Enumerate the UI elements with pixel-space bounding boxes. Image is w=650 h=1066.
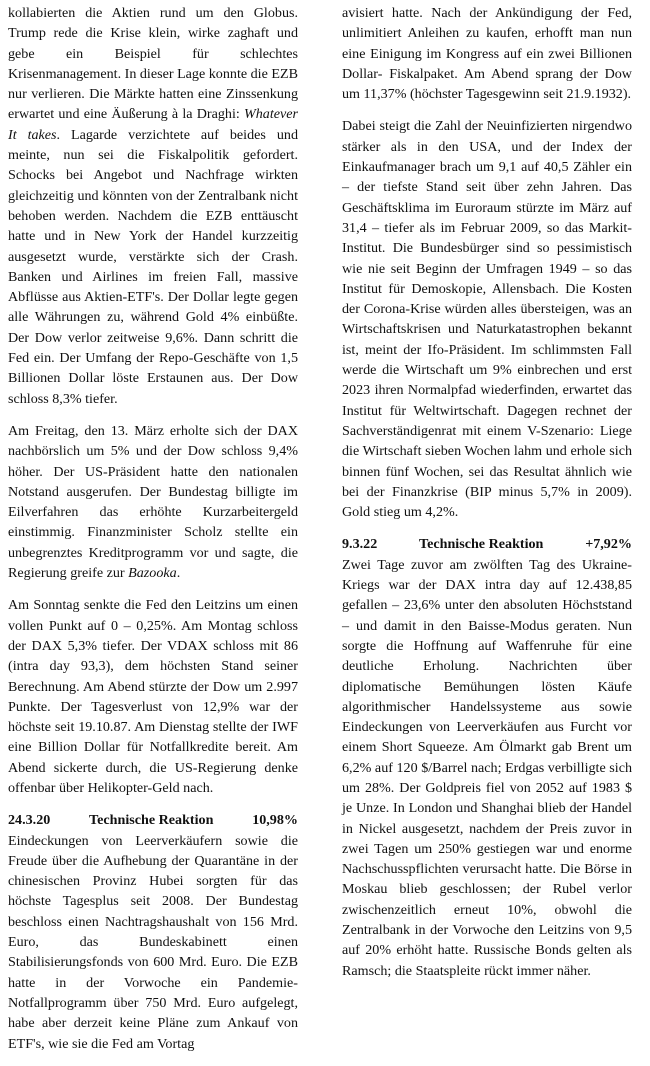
right-column [342,3,632,993]
left-column [8,3,298,1066]
paragraph-text: kollabierten die Aktien rund um den Globus. Trump rede die Krise klein, wirke zaghaft und gebe ein Beispiel für schlechtes Krisenmanagement. In dieser Lage konnte die EZB nur verlieren. Die Märkte hatten eine Zinssenkung erwartet und eine Äußerung à la Draghi: [8,5,298,123]
paragraph: avisiert hatte. Nach der Ankündigung der Fed, unlimitiert Anleihen zu kaufen, erhofft man nun eine Einigung im Kongress auf ein zwei Billionen Dollar- Fiskalpaket. Am Abend sprang der Dow um 11,37% (höchster Tagesgewinn seit 21.9.1932). [342,5,632,103]
section-title: Technische Reaktion [419,536,544,553]
section-date: 24.3.20 [8,812,51,829]
paragraph-text: . [176,565,181,582]
paragraph [8,421,298,583]
section-change: 10,98% [252,812,298,829]
paragraph [8,3,298,409]
paragraph: Am Sonntag senkte die Fed den Leitzins um einen vollen Punkt auf 0 – 0,25%. Am Montag schloss der DAX 5,3% tiefer. Der VDAX schloss mit 86 (intra day 93,3), dem höchsten Stand seiner Berechnung. Am Abend stürzte der Dow um 2.997 Punkte. Der Tagesverlust von 12,9% war der höchste seit 19.10.87. Am Dienstag stellte der IWF eine Billion Dollar für Notfallkredite bereit. Am Abend sickerte durch, die US-Regierung denke offenbar über Helikopter-Geld nach. [8,597,298,796]
section-heading [342,534,632,554]
section-date: 9.3.22 [342,536,378,553]
section-title: Technische Reaktion [89,812,214,829]
section-change: +7,92% [585,536,632,553]
paragraph-text: Am Freitag, den 13. März erholte sich der DAX nachbörslich um 5% und der Dow schloss 9,4% höher. Der US-Präsident hatte den nationalen Notstand ausgerufen. Der Bundestag billigte im Eilverfahren das erhöhte Kurzarbeitergeld einstimmig. Finanzminister Scholz stellte ein unbegrenztes Kreditprogramm vor und sagte, die Regierung greife zur [8,422,298,582]
paragraph: Dabei steigt die Zahl der Neuinfizierten nirgendwo stärker als in den USA, und der Index der Einkaufmanager brach um 9,1 auf 40,5 Zähler ein – der tiefste Stand seit über zehn Jahren. Das Geschäftsklima im Euroraum stürzte im März auf 31,4 – tiefer als im Februar 2009, so das Markit-Institut. Die Bundesbürger sind so pessimistisch wie nie seit Beginn der Umfragen 1949 – so das Institut für Demoskopie, Allensbach. Die Kosten der Corona-Krise würden alles übersteigen, was an Wirtschaftskrisen und Naturkatastrophen bekannt ist, meint der Ifo-Präsident. Im schlimmsten Fall werde die Wirtschaft um 9% einbrechen und erst 2023 ihren Normalpfad wiederfinden, erwartet das Institut für Weltwirtschaft. Dagegen rechnet der Sachverständigenrat mit einem V-Szenario: Liege die Wirtschaft sieben Wochen lahm und erhole sich binnen fünf Wochen, sei das Resultat ähnlich wie bei der Finanzkrise (BIP minus 5,7% in 2009). Gold stieg um 4,2%. [342,118,632,521]
italic-term: Bazooka [128,565,177,582]
italic-quote: Whatever It takes [8,106,298,143]
paragraph-text: . Lagarde verzichtete auf beides und meinte, nun sei die Fiskalpolitik gefordert. Schocks bei Angebot und Nachfrage wirkten gleichzeitig und könnten von der Zentralbank nicht behoben werden. Nachdem die EZB enttäuscht hatte und in New York der Handel kurzzeitig ausgesetzt wurde, verstärkte sich der Crash. Banken und Airlines im freien Fall, massive Abflüsse aus Aktien-ETF's. Der Dollar legte gegen alle Währungen zu, während Gold 4% einbüßte. Der Dow verlor zeitweise 9,6%. Dann schritt die Fed ein. Der Umfang der Repo-Geschäfte von 1,5 Billionen Dollar löste Erstaunen aus. Der Dow schloss 8,3% tiefer. [8,126,298,407]
section-body: Eindeckungen von Leerverkäufern sowie die Freude über die Aufhebung der Quarantäne in der chinesischen Provinz Hubei sorgten für das höchste Tagesplus seit 2008. Der Bundestag beschloss einen Nachtragshaushalt von 156 Mrd. Euro, das Bundeskabinett einen Stabilisierungsfonds von 600 Mrd. Euro. Die EZB hatte in der Vorwoche ein Pandemie-Notfallprogramm über 750 Mrd. Euro aufgelegt, habe aber derzeit keine Pläne zum Ankauf von ETF's, wie sie die Fed am Vortag [8,832,298,1052]
section-heading [8,810,298,830]
section-body: Zwei Tage zuvor am zwölften Tag des Ukraine-Kriegs war der DAX intra day auf 12.438,85 gefallen – 23,6% unter den absoluten Höchststand – und damit in den Baisse-Modus geraten. Nun sorgte die Hoffnung auf Waffenruhe für eine deutliche Erholung. Nachrichten über diplomatische Bemühungen lösten Käufe algorithmischer Handelssysteme aus sowie Eindeckungen von Leerverkäufen aus Furcht vor einem Short Squeeze. Am Ölmarkt gab Brent um 6,2% auf 120 $/Barrel nach; Erdgas verbilligte sich um 28%. Der Goldpreis fiel von 2052 auf 1983 $ je Unze. In London und Shanghai blieb der Handel in Nickel ausgesetzt, nachdem der Preis zuvor in zwei Tagen um 250% gestiegen war und enorme Nachschusspflichten verursacht hatte. Die Börse in Moskau blieb geschlossen; der Rubel verlor zwischenzeitlich erneut 10%, obwohl die Zentralbank in der Vorwoche den Leitzins von 9,5 auf 20% erhöht hatte. Russische Bonds gelten als Ramsch; die Staatspleite rückt immer näher. [342,556,632,979]
